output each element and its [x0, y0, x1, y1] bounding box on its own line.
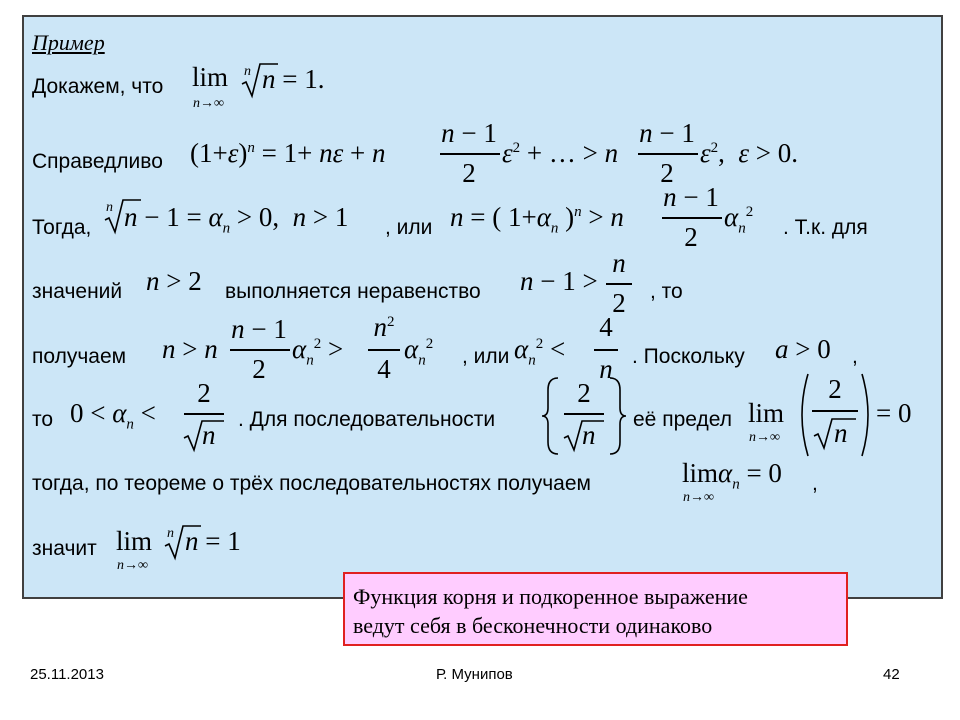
line4-cond: n > 2 — [146, 266, 202, 296]
line5-formula-d: $\alpha_n^2$ < — [514, 334, 566, 369]
footer-page-number: 42 — [883, 666, 900, 683]
line6-eq-zero: = 0 — [876, 398, 912, 428]
line8-root-index: n — [167, 526, 174, 541]
line5-fraction2-num: $n^2$ — [373, 312, 395, 342]
line4-ineq: выполняется неравенство — [225, 280, 481, 303]
line4-fraction-den: 2 — [612, 288, 626, 318]
line2-fraction1-den: 2 — [462, 158, 476, 188]
line3-fraction-num: n − 1 — [663, 182, 719, 212]
line6-fraction2-num: 2 — [577, 378, 591, 408]
line1-formula: lim — [192, 62, 229, 92]
line7-comma: , — [812, 472, 818, 495]
line8-text: значит — [32, 537, 97, 560]
line5-fraction3-den: n — [599, 354, 613, 384]
content-panel — [22, 15, 943, 599]
line8-lim-sub: n→∞ — [117, 558, 148, 573]
line5-fraction1-num: n − 1 — [231, 314, 287, 344]
footer-author: Р. Мунипов — [436, 666, 513, 683]
line7-lim-sub: n→∞ — [683, 490, 714, 505]
line3-root-index: n — [106, 200, 113, 215]
line3-formula-a: $n - 1 = \alpha_n > 0$, n > 1 — [124, 202, 349, 237]
line2-fraction1-num: n − 1 — [441, 118, 497, 148]
line6-brace-left — [540, 376, 562, 456]
line5-or: , или — [462, 345, 510, 368]
line5-comma: , — [852, 345, 858, 368]
line6-fraction1-num: 2 — [197, 378, 211, 408]
note-line2: ведут себя в бесконечности одинаково — [353, 613, 713, 638]
line3-or: , или — [385, 216, 433, 239]
line3-formula-b: n = ( $1+\alpha_n$ )$^n$ > n — [450, 202, 624, 237]
line3-fraction-den: 2 — [684, 222, 698, 252]
line6-paren-left — [794, 372, 810, 458]
note-line1: Функция корня и подкоренное выражение — [353, 584, 748, 609]
line2-formula-b: $\varepsilon^2$ + … > n — [502, 138, 619, 168]
line5-formula-a: n > n — [162, 334, 218, 364]
line7-lim: limα$_n$ = 0 — [682, 458, 782, 493]
line6-limit: её предел — [633, 408, 732, 431]
line8-lim: lim — [116, 526, 153, 556]
line1-formula-rest: n = 1. — [262, 64, 325, 94]
line1-root-index: n — [244, 64, 251, 79]
footer-date: 25.11.2013 — [30, 666, 104, 683]
line2-formula-c: $\varepsilon^2$, ε > 0. — [700, 138, 799, 168]
line1-prefix: Докажем, что — [32, 75, 164, 98]
line6-fraction1-den: n — [202, 420, 216, 450]
line6-lim-sub: n→∞ — [749, 430, 780, 445]
line3-fraction-bar — [662, 217, 722, 219]
line3-prefix: Тогда, — [32, 216, 92, 239]
line5-get: получаем — [32, 345, 127, 368]
line5-fraction2-den: 4 — [377, 354, 391, 384]
line7-text: тогда, по теореме о трёх последовательностях получаем — [32, 472, 591, 495]
line6-paren-right — [860, 372, 876, 458]
line5-fraction1-bar — [230, 349, 290, 351]
line2-fraction2-num: n − 1 — [639, 118, 695, 148]
line4-fraction-num: n — [612, 248, 626, 278]
line5-fraction3-num: 4 — [599, 312, 613, 342]
line1-lim-sub: n→∞ — [193, 96, 224, 111]
line4-formula: n − 1 > — [520, 266, 598, 296]
line6-fraction3-bar — [812, 410, 858, 412]
line6-fraction2-den: n — [582, 420, 596, 450]
line5-fraction3-bar — [594, 349, 618, 351]
line5-formula-c: $\alpha_n^2$ — [404, 334, 434, 369]
line4-values: значений — [32, 280, 123, 303]
line2-prefix: Справедливо — [32, 150, 163, 173]
line5-fraction2-bar — [368, 349, 400, 351]
line6-brace-right — [606, 376, 628, 456]
line5-formula-e: a > 0 — [775, 334, 831, 364]
line6-fraction3-num: 2 — [828, 374, 842, 404]
line6-fraction2-bar — [564, 413, 604, 415]
line2-formula-a: $(1+\varepsilon)^n = 1+ n\varepsilon + n$ — [190, 138, 386, 168]
line5-since: . Поскольку — [632, 345, 745, 368]
line4-fraction-bar — [606, 283, 632, 285]
line2-fraction2-bar — [638, 153, 698, 155]
line6-formula-a: $0 < \alpha_n$ < — [70, 398, 156, 433]
note-callout — [343, 572, 848, 646]
example-heading: Пример — [32, 30, 105, 55]
line3-formula-c: $\alpha_n^2$ — [724, 202, 754, 237]
line5-fraction1-den: 2 — [252, 354, 266, 384]
line5-formula-b: $\alpha_n^2$ > — [292, 334, 344, 369]
line4-then: , то — [650, 280, 683, 303]
line6-fraction1-bar — [184, 413, 224, 415]
line6-fraction3-den: n — [834, 418, 848, 448]
line3-tk: . Т.к. для — [783, 216, 868, 239]
line6-lim: lim — [748, 398, 785, 428]
line6-seq: . Для последовательности — [238, 408, 496, 431]
line2-fraction1-bar — [440, 153, 500, 155]
line2-fraction2-den: 2 — [660, 158, 674, 188]
line6-then: то — [32, 408, 54, 431]
line8-formula: n = 1 — [185, 526, 241, 556]
